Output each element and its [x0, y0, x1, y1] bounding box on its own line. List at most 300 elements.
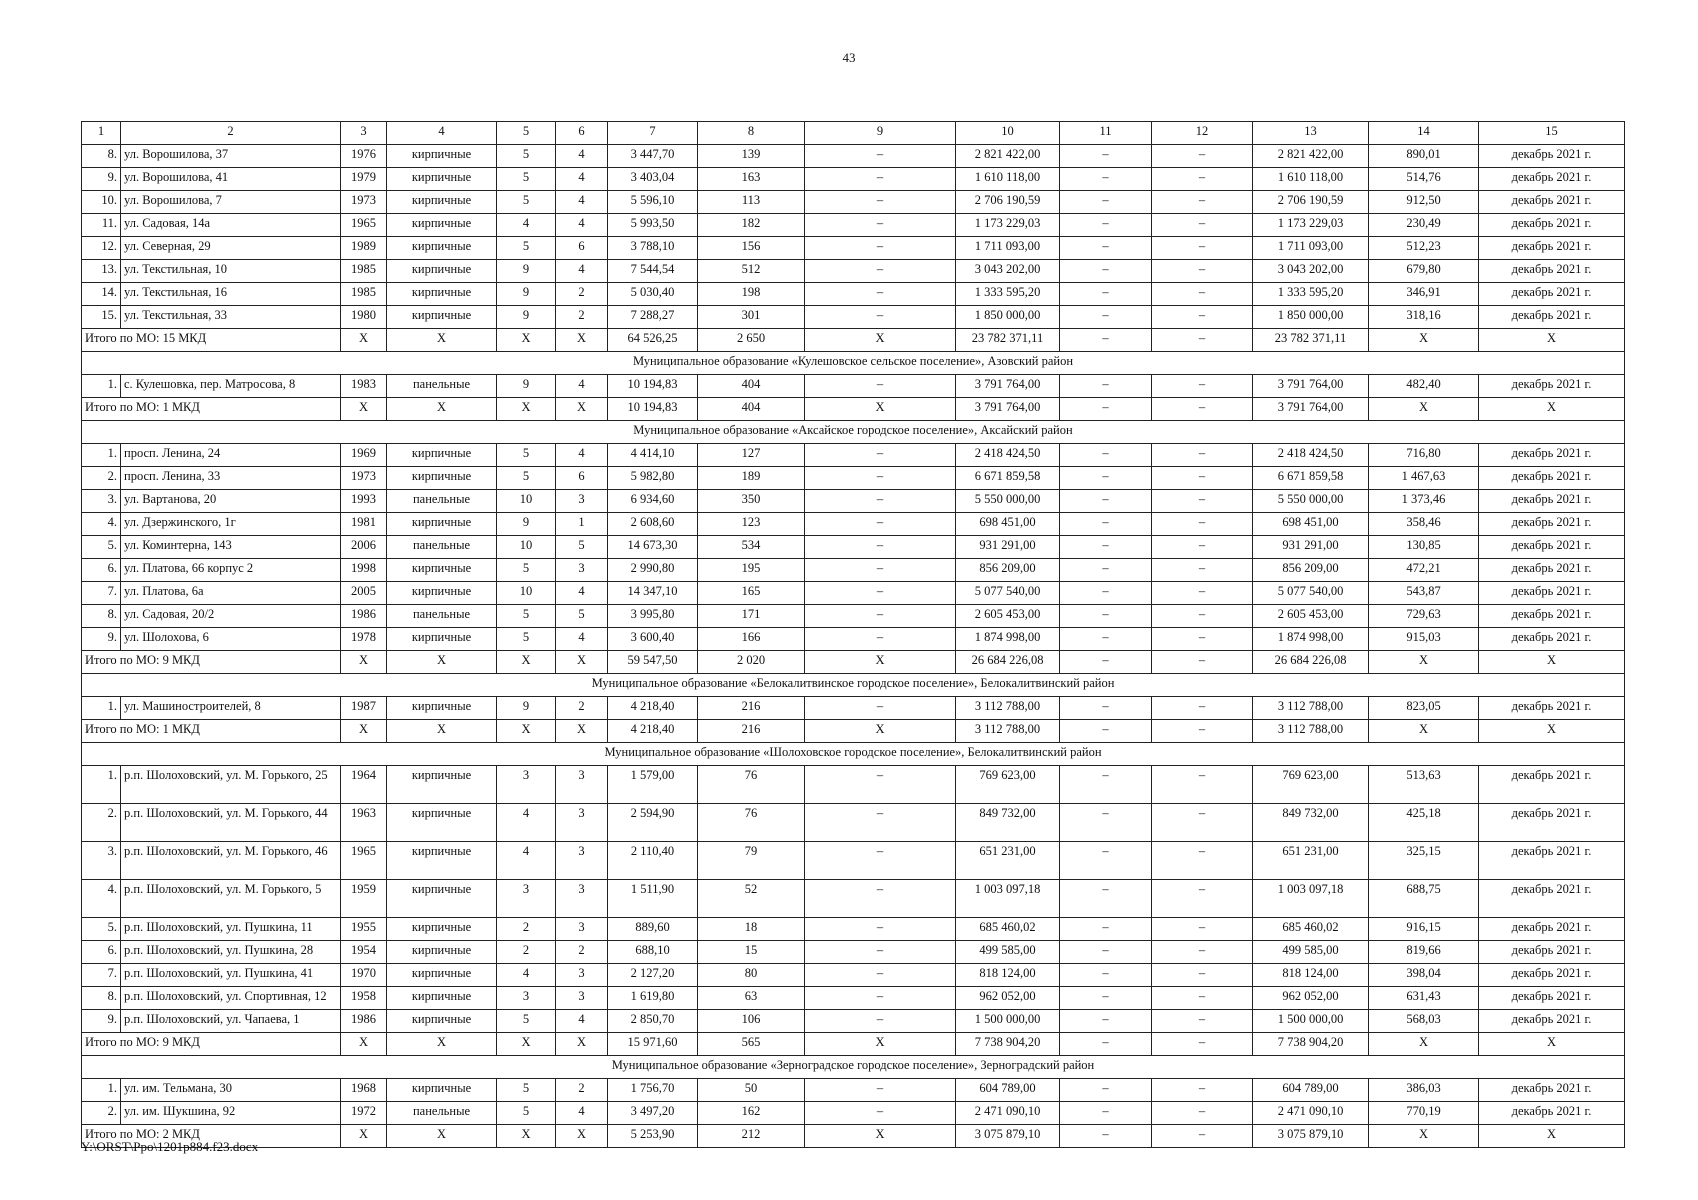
total-cell: –: [1152, 651, 1253, 674]
table-cell: декабрь 2021 г.: [1479, 513, 1625, 536]
table-cell: 3: [556, 964, 608, 987]
table-cell: 50: [698, 1079, 805, 1102]
table-cell: 916,15: [1369, 918, 1479, 941]
table-cell: 1 373,46: [1369, 490, 1479, 513]
table-cell: панельные: [387, 605, 497, 628]
table-cell: 688,10: [608, 941, 698, 964]
table-cell: –: [1152, 582, 1253, 605]
table-row: [82, 214, 1625, 237]
table-cell: –: [1152, 941, 1253, 964]
table-cell: 3 791 764,00: [956, 375, 1060, 398]
table-cell: кирпичные: [387, 964, 497, 987]
table-cell: 5: [497, 1079, 556, 1102]
municipality-total-row: [82, 1125, 1625, 1148]
table-cell: декабрь 2021 г.: [1479, 375, 1625, 398]
table-cell: 9: [497, 697, 556, 720]
table-cell: –: [1060, 880, 1152, 918]
table-cell: –: [1060, 145, 1152, 168]
table-cell: –: [805, 918, 956, 941]
table-cell: кирпичные: [387, 559, 497, 582]
table-cell: 156: [698, 237, 805, 260]
row-number-cell: 9.: [82, 1010, 121, 1033]
table-cell: –: [805, 1079, 956, 1102]
table-cell: 198: [698, 283, 805, 306]
table-cell: 2 418 424,50: [1253, 444, 1369, 467]
table-cell: 9: [497, 306, 556, 329]
table-cell: кирпичные: [387, 582, 497, 605]
table-cell: –: [1152, 766, 1253, 804]
table-cell: –: [1060, 513, 1152, 536]
column-number-header: 2: [121, 122, 341, 145]
row-number-cell: 12.: [82, 237, 121, 260]
table-cell: 3 043 202,00: [1253, 260, 1369, 283]
total-cell: –: [1060, 1033, 1152, 1056]
table-cell: 5 077 540,00: [956, 582, 1060, 605]
total-cell: 23 782 371,11: [1253, 329, 1369, 352]
table-cell: 4: [556, 1010, 608, 1033]
table-row: [82, 766, 1625, 804]
table-cell: кирпичные: [387, 1079, 497, 1102]
table-cell: 482,40: [1369, 375, 1479, 398]
table-cell: 6 671 859,58: [956, 467, 1060, 490]
table-cell: 127: [698, 444, 805, 467]
table-cell: 5: [497, 628, 556, 651]
table-cell: 3: [556, 842, 608, 880]
table-cell: 1986: [341, 1010, 387, 1033]
table-cell: –: [1152, 513, 1253, 536]
table-cell: кирпичные: [387, 260, 497, 283]
table-cell: 5: [497, 237, 556, 260]
table-cell: 3: [497, 880, 556, 918]
table-cell: –: [1152, 842, 1253, 880]
table-cell: 4: [497, 804, 556, 842]
table-cell: 1 850 000,00: [956, 306, 1060, 329]
table-cell: 113: [698, 191, 805, 214]
row-number-cell: 2.: [82, 467, 121, 490]
table-cell: 889,60: [608, 918, 698, 941]
table-cell: 10 194,83: [608, 375, 698, 398]
table-cell: –: [1152, 964, 1253, 987]
municipality-total-row: [82, 720, 1625, 743]
column-number-header: 1: [82, 122, 121, 145]
table-cell: –: [1060, 842, 1152, 880]
table-cell: 1 173 229,03: [1253, 214, 1369, 237]
table-cell: –: [805, 605, 956, 628]
total-cell: Х: [1369, 651, 1479, 674]
total-cell: 10 194,83: [608, 398, 698, 421]
total-cell: 216: [698, 720, 805, 743]
table-cell: 770,19: [1369, 1102, 1479, 1125]
total-cell: Х: [1369, 329, 1479, 352]
column-number-header: 7: [608, 122, 698, 145]
address-cell: ул. Коминтерна, 143: [121, 536, 341, 559]
table-cell: –: [805, 168, 956, 191]
table-cell: 729,63: [1369, 605, 1479, 628]
table-cell: 1 874 998,00: [956, 628, 1060, 651]
total-cell: 212: [698, 1125, 805, 1148]
table-cell: 325,15: [1369, 842, 1479, 880]
table-cell: кирпичные: [387, 283, 497, 306]
table-cell: 631,43: [1369, 987, 1479, 1010]
table-cell: –: [1152, 1102, 1253, 1125]
table-cell: –: [1152, 918, 1253, 941]
table-cell: 162: [698, 1102, 805, 1125]
address-cell: ул. Текстильная, 16: [121, 283, 341, 306]
table-cell: 216: [698, 697, 805, 720]
table-row: [82, 964, 1625, 987]
table-cell: 4: [556, 260, 608, 283]
table-cell: 195: [698, 559, 805, 582]
table-row: [82, 237, 1625, 260]
table-cell: 2005: [341, 582, 387, 605]
table-cell: 163: [698, 168, 805, 191]
table-cell: кирпичные: [387, 467, 497, 490]
table-cell: 3: [556, 559, 608, 582]
table-cell: 5: [497, 1010, 556, 1033]
table-cell: –: [1152, 987, 1253, 1010]
table-cell: кирпичные: [387, 987, 497, 1010]
table-cell: 2 706 190,59: [956, 191, 1060, 214]
table-cell: 3: [497, 766, 556, 804]
table-cell: 679,80: [1369, 260, 1479, 283]
row-number-cell: 8.: [82, 145, 121, 168]
table-cell: 130,85: [1369, 536, 1479, 559]
table-cell: кирпичные: [387, 444, 497, 467]
column-number-header: 3: [341, 122, 387, 145]
total-label: Итого по МО: 2 МКД: [82, 1125, 341, 1148]
table-cell: 4: [497, 842, 556, 880]
table-cell: 5: [497, 559, 556, 582]
table-cell: 404: [698, 375, 805, 398]
table-cell: 3 112 788,00: [1253, 697, 1369, 720]
municipality-section-row: [82, 743, 1625, 766]
table-cell: декабрь 2021 г.: [1479, 628, 1625, 651]
table-cell: 5: [497, 467, 556, 490]
table-cell: 4: [556, 628, 608, 651]
table-cell: декабрь 2021 г.: [1479, 1102, 1625, 1125]
table-cell: декабрь 2021 г.: [1479, 582, 1625, 605]
table-cell: 2: [556, 306, 608, 329]
table-cell: 5 550 000,00: [956, 490, 1060, 513]
file-path-footer: Y:\ORST\Ppo\1201p884.f23.docx: [81, 1139, 259, 1154]
table-cell: декабрь 2021 г.: [1479, 559, 1625, 582]
table-cell: 823,05: [1369, 697, 1479, 720]
total-cell: Х: [341, 651, 387, 674]
address-cell: ул. Ворошилова, 41: [121, 168, 341, 191]
row-number-cell: 10.: [82, 191, 121, 214]
address-cell: ул. Ворошилова, 37: [121, 145, 341, 168]
row-number-cell: 1.: [82, 1079, 121, 1102]
table-cell: 4: [497, 964, 556, 987]
table-row: [82, 513, 1625, 536]
total-cell: –: [1060, 398, 1152, 421]
total-label: Итого по МО: 9 МКД: [82, 651, 341, 674]
table-cell: 4: [556, 168, 608, 191]
table-cell: кирпичные: [387, 237, 497, 260]
table-cell: –: [805, 490, 956, 513]
table-cell: декабрь 2021 г.: [1479, 1010, 1625, 1033]
column-number-header: 9: [805, 122, 956, 145]
table-cell: 1 711 093,00: [1253, 237, 1369, 260]
total-cell: Х: [341, 329, 387, 352]
row-number-cell: 5.: [82, 918, 121, 941]
table-cell: 7 288,27: [608, 306, 698, 329]
table-row: [82, 260, 1625, 283]
table-cell: 716,80: [1369, 444, 1479, 467]
table-cell: 9: [497, 513, 556, 536]
address-cell: ул. Текстильная, 10: [121, 260, 341, 283]
table-row: [82, 306, 1625, 329]
column-number-header: 10: [956, 122, 1060, 145]
municipality-section-title: Муниципальное образование «Кулешовское сельское поселение», Азовский район: [82, 352, 1625, 375]
table-cell: 931 291,00: [956, 536, 1060, 559]
total-cell: Х: [805, 398, 956, 421]
table-cell: –: [1060, 582, 1152, 605]
table-cell: декабрь 2021 г.: [1479, 918, 1625, 941]
table-cell: 398,04: [1369, 964, 1479, 987]
table-cell: –: [805, 766, 956, 804]
row-number-cell: 3.: [82, 842, 121, 880]
address-cell: р.п. Шолоховский, ул. Чапаева, 1: [121, 1010, 341, 1033]
table-cell: 912,50: [1369, 191, 1479, 214]
table-cell: 76: [698, 804, 805, 842]
total-cell: 5 253,90: [608, 1125, 698, 1148]
table-cell: 685 460,02: [1253, 918, 1369, 941]
address-cell: ул. Платова, 66 корпус 2: [121, 559, 341, 582]
table-cell: 3 497,20: [608, 1102, 698, 1125]
table-cell: 2 821 422,00: [956, 145, 1060, 168]
total-cell: Х: [1479, 1125, 1625, 1148]
table-cell: –: [805, 306, 956, 329]
table-row: [82, 842, 1625, 880]
table-cell: –: [1060, 490, 1152, 513]
table-cell: 1 333 595,20: [1253, 283, 1369, 306]
total-cell: Х: [805, 651, 956, 674]
total-cell: Х: [1479, 720, 1625, 743]
table-cell: –: [1152, 145, 1253, 168]
table-cell: –: [1152, 306, 1253, 329]
table-cell: –: [1060, 306, 1152, 329]
table-cell: 1959: [341, 880, 387, 918]
table-cell: 3: [556, 880, 608, 918]
row-number-cell: 2.: [82, 804, 121, 842]
table-cell: 1: [556, 513, 608, 536]
table-cell: 3 112 788,00: [956, 697, 1060, 720]
total-cell: Х: [387, 398, 497, 421]
table-cell: 4: [556, 444, 608, 467]
municipality-total-row: [82, 398, 1625, 421]
address-cell: просп. Ленина, 24: [121, 444, 341, 467]
table-cell: 80: [698, 964, 805, 987]
table-cell: кирпичные: [387, 1010, 497, 1033]
table-cell: декабрь 2021 г.: [1479, 490, 1625, 513]
table-cell: –: [1152, 375, 1253, 398]
table-row: [82, 987, 1625, 1010]
total-cell: Х: [556, 1125, 608, 1148]
table-cell: –: [1152, 191, 1253, 214]
row-number-cell: 4.: [82, 880, 121, 918]
table-cell: –: [805, 987, 956, 1010]
table-cell: –: [1060, 260, 1152, 283]
total-cell: 3 075 879,10: [1253, 1125, 1369, 1148]
table-cell: 3 791 764,00: [1253, 375, 1369, 398]
table-cell: 1 874 998,00: [1253, 628, 1369, 651]
table-cell: –: [1060, 237, 1152, 260]
table-cell: –: [1060, 536, 1152, 559]
total-cell: Х: [556, 651, 608, 674]
total-cell: Х: [497, 651, 556, 674]
table-cell: 2 418 424,50: [956, 444, 1060, 467]
table-row: [82, 628, 1625, 651]
table-row: [82, 375, 1625, 398]
total-cell: –: [1060, 720, 1152, 743]
table-cell: –: [1060, 766, 1152, 804]
table-cell: 3: [556, 766, 608, 804]
row-number-cell: 9.: [82, 628, 121, 651]
table-cell: 534: [698, 536, 805, 559]
table-cell: 1955: [341, 918, 387, 941]
table-cell: 819,66: [1369, 941, 1479, 964]
table-cell: –: [1060, 375, 1152, 398]
total-cell: 7 738 904,20: [1253, 1033, 1369, 1056]
table-cell: –: [1060, 697, 1152, 720]
row-number-cell: 7.: [82, 964, 121, 987]
table-row: [82, 880, 1625, 918]
table-cell: –: [1152, 283, 1253, 306]
table-cell: –: [1152, 168, 1253, 191]
table-cell: –: [1060, 191, 1152, 214]
table-cell: 2 850,70: [608, 1010, 698, 1033]
table-row: [82, 467, 1625, 490]
table-cell: 856 209,00: [956, 559, 1060, 582]
table-cell: –: [1152, 697, 1253, 720]
column-number-header: 4: [387, 122, 497, 145]
address-cell: р.п. Шолоховский, ул. М. Горького, 25: [121, 766, 341, 804]
table-cell: 3: [556, 804, 608, 842]
total-cell: 3 112 788,00: [956, 720, 1060, 743]
table-cell: 14 673,30: [608, 536, 698, 559]
table-cell: –: [805, 191, 956, 214]
table-cell: декабрь 2021 г.: [1479, 467, 1625, 490]
table-cell: 1978: [341, 628, 387, 651]
table-cell: 4 218,40: [608, 697, 698, 720]
total-label: Итого по МО: 1 МКД: [82, 720, 341, 743]
table-cell: –: [1060, 628, 1152, 651]
table-cell: 1985: [341, 283, 387, 306]
table-cell: 2 471 090,10: [956, 1102, 1060, 1125]
table-cell: 698 451,00: [1253, 513, 1369, 536]
address-cell: р.п. Шолоховский, ул. М. Горького, 44: [121, 804, 341, 842]
table-cell: 4: [556, 214, 608, 237]
table-cell: декабрь 2021 г.: [1479, 260, 1625, 283]
total-cell: Х: [805, 329, 956, 352]
row-number-cell: 8.: [82, 605, 121, 628]
table-cell: панельные: [387, 375, 497, 398]
table-cell: панельные: [387, 536, 497, 559]
table-cell: 3 600,40: [608, 628, 698, 651]
address-cell: ул. Вартанова, 20: [121, 490, 341, 513]
table-cell: 890,01: [1369, 145, 1479, 168]
municipality-section-title: Муниципальное образование «Зерноградское городское поселение», Зерноградский район: [82, 1056, 1625, 1079]
table-cell: 1993: [341, 490, 387, 513]
table-cell: кирпичные: [387, 168, 497, 191]
table-cell: 5: [497, 444, 556, 467]
table-cell: –: [805, 697, 956, 720]
table-cell: 1965: [341, 214, 387, 237]
table-cell: 4 414,10: [608, 444, 698, 467]
table-cell: 688,75: [1369, 880, 1479, 918]
table-cell: 849 732,00: [956, 804, 1060, 842]
row-number-cell: 1.: [82, 697, 121, 720]
table-cell: 4: [556, 1102, 608, 1125]
row-number-cell: 9.: [82, 168, 121, 191]
table-cell: 5: [497, 605, 556, 628]
table-cell: 10: [497, 490, 556, 513]
table-cell: –: [1060, 467, 1152, 490]
total-cell: Х: [1369, 720, 1479, 743]
table-cell: 1 511,90: [608, 880, 698, 918]
total-cell: 2 650: [698, 329, 805, 352]
table-cell: декабрь 2021 г.: [1479, 941, 1625, 964]
table-row: [82, 582, 1625, 605]
table-cell: 513,63: [1369, 766, 1479, 804]
column-number-header-row: [82, 122, 1625, 145]
total-cell: Х: [387, 329, 497, 352]
table-cell: 698 451,00: [956, 513, 1060, 536]
address-cell: ул. Машиностроителей, 8: [121, 697, 341, 720]
column-number-header: 15: [1479, 122, 1625, 145]
total-cell: Х: [497, 1125, 556, 1148]
table-cell: –: [805, 941, 956, 964]
table-cell: –: [1152, 804, 1253, 842]
row-number-cell: 5.: [82, 536, 121, 559]
total-cell: Х: [805, 1033, 956, 1056]
table-cell: 568,03: [1369, 1010, 1479, 1033]
address-cell: р.п. Шолоховский, ул. Пушкина, 41: [121, 964, 341, 987]
total-cell: Х: [556, 329, 608, 352]
table-cell: 1970: [341, 964, 387, 987]
table-cell: 1968: [341, 1079, 387, 1102]
table-cell: 7 544,54: [608, 260, 698, 283]
table-cell: 2: [556, 283, 608, 306]
table-cell: 5 596,10: [608, 191, 698, 214]
row-number-cell: 1.: [82, 766, 121, 804]
table-cell: 5: [497, 168, 556, 191]
table-cell: –: [805, 283, 956, 306]
row-number-cell: 6.: [82, 941, 121, 964]
table-cell: кирпичные: [387, 306, 497, 329]
table-cell: 4: [556, 145, 608, 168]
table-cell: 2: [556, 697, 608, 720]
address-cell: ул. Садовая, 14а: [121, 214, 341, 237]
table-cell: 2 594,90: [608, 804, 698, 842]
table-cell: 2: [556, 1079, 608, 1102]
table-row: [82, 918, 1625, 941]
address-cell: р.п. Шолоховский, ул. Пушкина, 28: [121, 941, 341, 964]
table-row: [82, 536, 1625, 559]
table-cell: 4: [556, 582, 608, 605]
table-cell: декабрь 2021 г.: [1479, 842, 1625, 880]
table-cell: 1 619,80: [608, 987, 698, 1010]
total-label: Итого по МО: 1 МКД: [82, 398, 341, 421]
table-cell: 2: [497, 918, 556, 941]
table-cell: –: [805, 582, 956, 605]
table-cell: 499 585,00: [1253, 941, 1369, 964]
table-cell: 5 077 540,00: [1253, 582, 1369, 605]
table-cell: 499 585,00: [956, 941, 1060, 964]
table-cell: –: [1152, 214, 1253, 237]
total-cell: –: [1152, 1125, 1253, 1148]
